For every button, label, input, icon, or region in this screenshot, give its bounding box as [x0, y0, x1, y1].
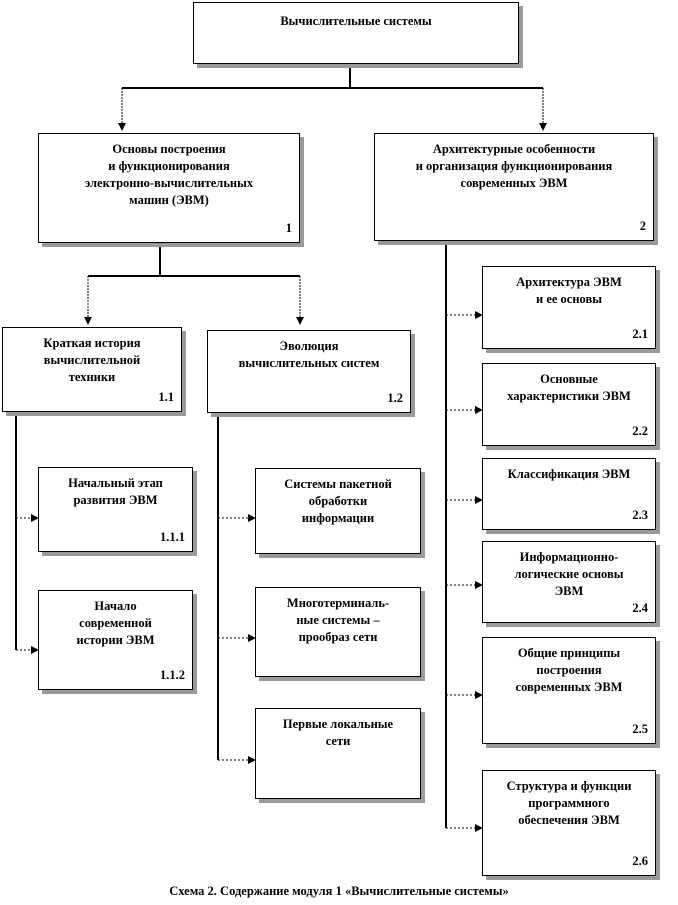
item-2-2-number: 2.2 [632, 424, 648, 438]
figure-caption: Схема 2. Содержание модуля 1 «Вычислительные системы» [169, 884, 509, 898]
item-2-1-number: 2.1 [632, 327, 648, 341]
root-title: Вычислительные системы [280, 14, 432, 28]
sub-1-2-b-title: Многотерминаль- ные системы – прообраз сети [286, 596, 390, 644]
item-2-6-number: 2.6 [632, 854, 648, 868]
topic-1-1-box [2, 327, 182, 412]
topic-1-1-title: Краткая история вычислительной техники [43, 336, 141, 384]
item-2-3-number: 2.3 [632, 508, 648, 522]
module-2-box [374, 133, 654, 241]
module-1-title: Основы построения и функционирования электронно-вычислительных машин (ЭВМ) [84, 142, 254, 207]
sub-1-2-a-box [255, 468, 421, 554]
sub-1-2-a-title: Системы пакетной обработки информации [284, 477, 392, 525]
item-2-2-box [482, 363, 656, 446]
item-2-3-box [482, 458, 656, 530]
item-2-4-title: Информационно- логические основы ЭВМ [514, 550, 624, 598]
item-2-5-number: 2.5 [632, 722, 648, 736]
sub-1-1-1-title: Начальный этап развития ЭВМ [68, 476, 163, 507]
topic-1-2-number: 1.2 [387, 391, 403, 405]
sub-1-1-1-number: 1.1.1 [160, 530, 185, 544]
item-2-5-box [482, 637, 656, 744]
item-2-6-box [482, 770, 656, 876]
sub-1-1-2-title: Начало современной истории ЭВМ [76, 599, 155, 647]
item-2-1-box [482, 266, 656, 349]
sub-1-1-1-box [38, 467, 193, 552]
item-2-6-title: Структура и функции программного обеспечения ЭВМ [506, 779, 632, 827]
sub-1-1-2-number: 1.1.2 [160, 668, 185, 682]
module-1-box [38, 133, 300, 243]
item-2-1-title: Архитектура ЭВМ и ее основы [516, 275, 622, 306]
item-2-2-title: Основные характеристики ЭВМ [507, 372, 631, 403]
sub-1-2-c-box [255, 708, 421, 799]
module-2-number: 2 [639, 219, 646, 233]
module-2-title: Архитектурные особенности и организация функционирования современных ЭВМ [415, 142, 613, 190]
sub-1-2-b-box [255, 587, 421, 677]
topic-1-2-box [207, 330, 411, 413]
item-2-4-number: 2.4 [632, 601, 648, 615]
item-2-5-title: Общие принципы построения современных ЭВМ [515, 646, 623, 694]
item-2-3-title: Классификация ЭВМ [507, 467, 631, 481]
topic-1-1-number: 1.1 [158, 390, 174, 404]
root-box [193, 2, 519, 64]
sub-1-1-2-box [38, 590, 193, 690]
sub-1-2-c-title: Первые локальные сети [282, 717, 394, 748]
item-2-4-box [482, 541, 656, 623]
topic-1-2-title: Эволюция вычислительных систем [238, 339, 380, 370]
module-1-number: 1 [285, 221, 292, 235]
